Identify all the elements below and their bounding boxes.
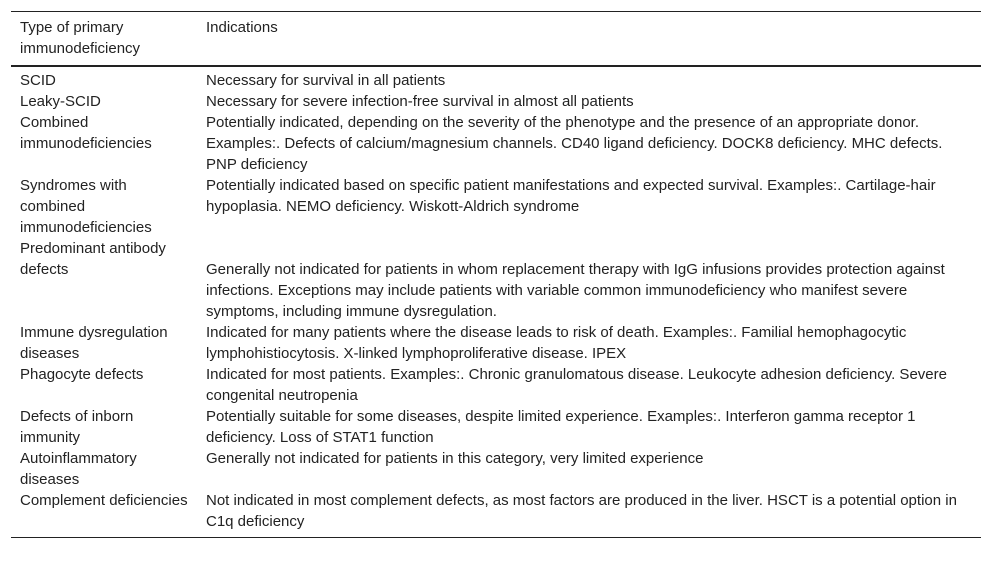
row-type-cell: SCID <box>20 72 56 89</box>
table-row <box>11 448 981 490</box>
table-row <box>11 238 981 322</box>
row-indication-cell: Indicated for many patients where the disease leads to risk of death. Examples:. Familial hemophagocytic lymphohistiocytosis. X-linked lymphoproliferative disease. IPEX <box>206 324 907 362</box>
row-type-cell: Immune dysregulation diseases <box>20 324 168 362</box>
table-row <box>11 66 981 91</box>
table-row <box>11 112 981 175</box>
row-type-cell: Defects of inborn immunity <box>20 408 134 446</box>
row-indication-cell: Necessary for severe infection-free survival in almost all patients <box>206 93 634 110</box>
header-row <box>11 12 981 67</box>
indications-table <box>11 11 981 538</box>
row-indication-cell: Generally not indicated for patients in this category, very limited experience <box>206 450 704 467</box>
row-indication-cell: Generally not indicated for patients in whom replacement therapy with IgG infusions provides protection against infections. Exceptions may include patients with variable common immunodeficiency who manifest severe symptoms, including immune dysregulation. <box>206 261 945 320</box>
indications-table-container <box>11 11 981 538</box>
row-indication-cell: Potentially indicated, depending on the severity of the phenotype and the presence of an appropriate donor. Examples:. Defects of calcium/magnesium channels. CD40 ligand deficiency. DOCK8 deficiency. MHC defects. PNP deficiency <box>206 114 943 173</box>
row-type-cell: Leaky-SCID <box>20 93 101 110</box>
row-type-cell: Predominant antibody defects <box>20 240 166 278</box>
table-row <box>11 91 981 112</box>
row-indication-cell: Indicated for most patients. Examples:. Chronic granulomatous disease. Leukocyte adhesion deficiency. Severe congenital neutropenia <box>206 366 947 404</box>
row-indication-cell: Potentially suitable for some diseases, despite limited experience. Examples:. Interferon gamma receptor 1 deficiency. Loss of STAT1 function <box>206 408 916 446</box>
row-type-cell: Autoinflammatory diseases <box>20 450 137 488</box>
table-row <box>11 406 981 448</box>
row-indication-cell: Not indicated in most complement defects, as most factors are produced in the liver. HSCT is a potential option in C1q deficiency <box>206 492 957 530</box>
header-indications: Indications <box>206 19 278 36</box>
row-type-cell: Combined immunodeficiencies <box>20 114 152 152</box>
row-type-cell: Phagocyte defects <box>20 366 144 383</box>
row-type-cell: Complement deficiencies <box>20 492 188 509</box>
table-row <box>11 175 981 238</box>
table-row <box>11 322 981 364</box>
table-row <box>11 364 981 406</box>
row-type-cell: Syndromes with combined immunodeficiencies <box>20 177 152 236</box>
table-row <box>11 490 981 538</box>
row-indication-cell: Potentially indicated based on specific patient manifestations and expected survival. Examples:. Cartilage-hair hypoplasia. NEMO deficiency. Wiskott-Aldrich syndrome <box>206 177 936 215</box>
header-type: Type of primary immunodeficiency <box>20 19 141 57</box>
row-indication-cell: Necessary for survival in all patients <box>206 72 446 89</box>
